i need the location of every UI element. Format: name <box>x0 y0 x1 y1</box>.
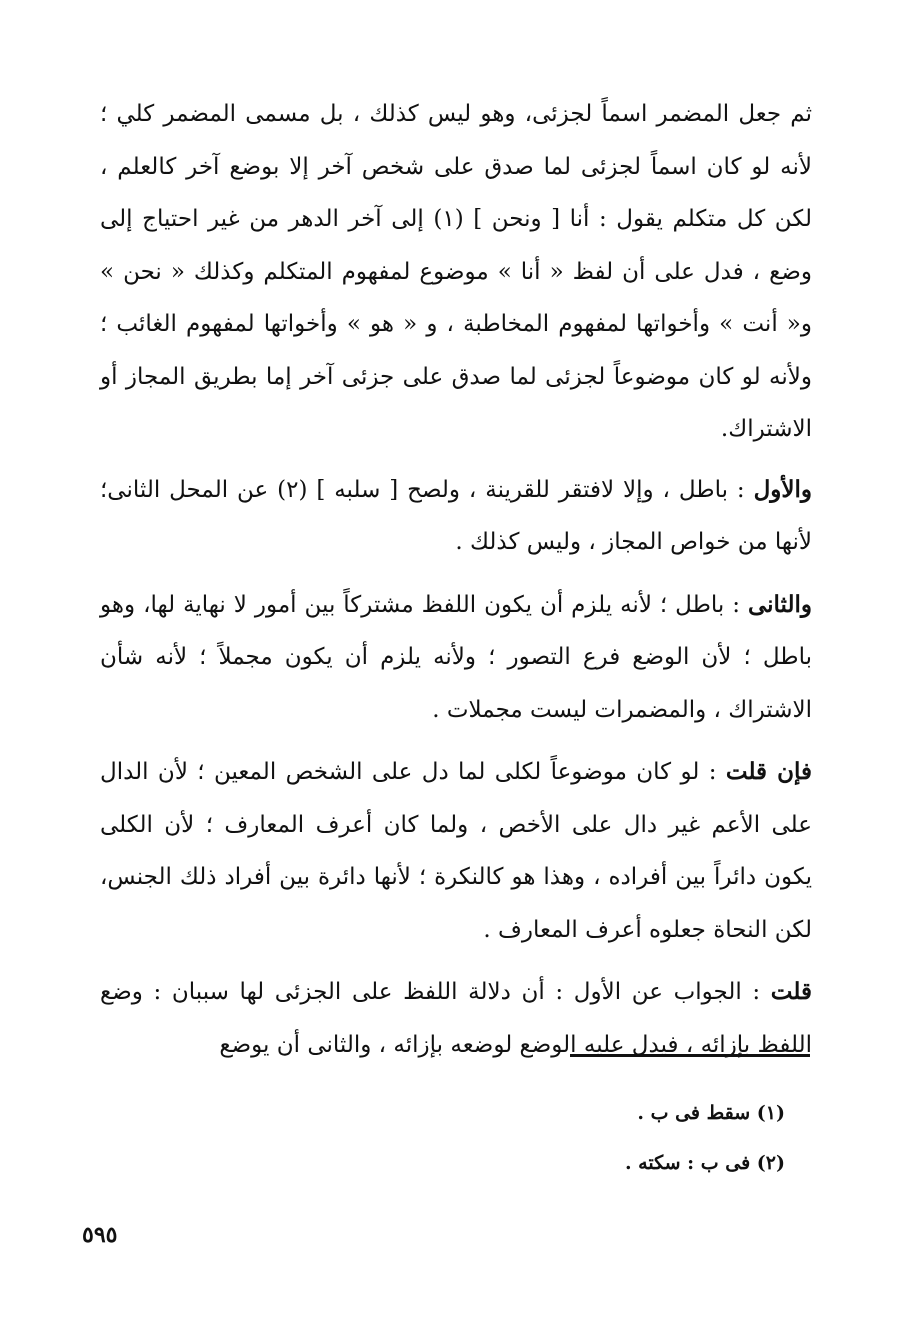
paragraph-1-text: ثم جعل المضمر اسماً لجزئى، وهو ليس كذلك ، بل مسمى المضمر كلي ؛ لأنه لو كان اسماً لجزئى لما صدق على شخص آخر إلا بوضع آخر كالعلم ، لكن كل متكلم يقول : أنا [ ونحن ] (١) إلى آخر الدهر من غير احتياج إلى وضع ، فدل على أن لفظ « أنا » موضوع لمفهوم المتكلم وكذلك « نحن » و« أنت » وأخواتها لمفهوم المخاطبة ، و « هو » وأخواتها لمفهوم الغائب ؛ ولأنه لو كان موضوعاً لجزئى لما صدق على جزئى آخر إما بطريق المجاز أو الاشتراك. <box>100 101 812 442</box>
paragraph-2-text: : باطل ، وإلا لافتقر للقرينة ، ولصح [ سلبه ] (٢) عن المحل الثانى؛ لأنها من خواص المجاز ، وليس كذلك . <box>100 476 812 555</box>
paragraph-4-text: : لو كان موضوعاً لكلى لما دل على الشخص المعين ؛ لأن الدال على الأعم غير دال على الأخص ، ولما كان أعرف المعارف ؛ لأن الكلى يكون دائراً بين أفراده ، وهذا هو كالنكرة ؛ لأنها دائرة بين أفراد ذلك الجنس، لكن النحاة جعلوه أعرف المعارف . <box>100 759 812 943</box>
footnote-divider <box>570 1054 810 1057</box>
paragraph-2 <box>100 464 812 569</box>
paragraph-3-text: : باطل ؛ لأنه يلزم أن يكون اللفظ مشتركاً بين أمور لا نهاية لها، وهو باطل ؛ لأن الوضع فرع التصور ؛ ولأنه يلزم أن يكون مجملاً ؛ لأنه شأن الاشتراك ، والمضمرات ليست مجملات . <box>100 591 812 723</box>
paragraph-4-lead: فإن قلت <box>725 758 813 785</box>
paragraph-3-lead: والثانى <box>747 590 812 618</box>
paragraph-4 <box>100 746 812 956</box>
paragraph-1 <box>100 88 812 456</box>
paragraph-3 <box>100 579 812 737</box>
paragraph-5-lead: قلت <box>770 978 812 1005</box>
paragraph-2-lead: والأول <box>753 475 812 503</box>
footnotes <box>440 1088 785 1188</box>
footnote-1: (١) سقط فى ب . <box>637 1102 785 1124</box>
main-text <box>100 88 812 1081</box>
paragraph-5-text: : الجواب عن الأول : أن دلالة اللفظ على الجزئى لها سببان : وضع اللفظ بإزائه ، فيدل عليه الوضع لوضعه بإزائه ، والثانى أن يوضع <box>100 979 812 1058</box>
page-number: ٥٩٥ <box>82 1222 118 1248</box>
footnote-2: (٢) فى ب : سكته . <box>624 1152 785 1174</box>
